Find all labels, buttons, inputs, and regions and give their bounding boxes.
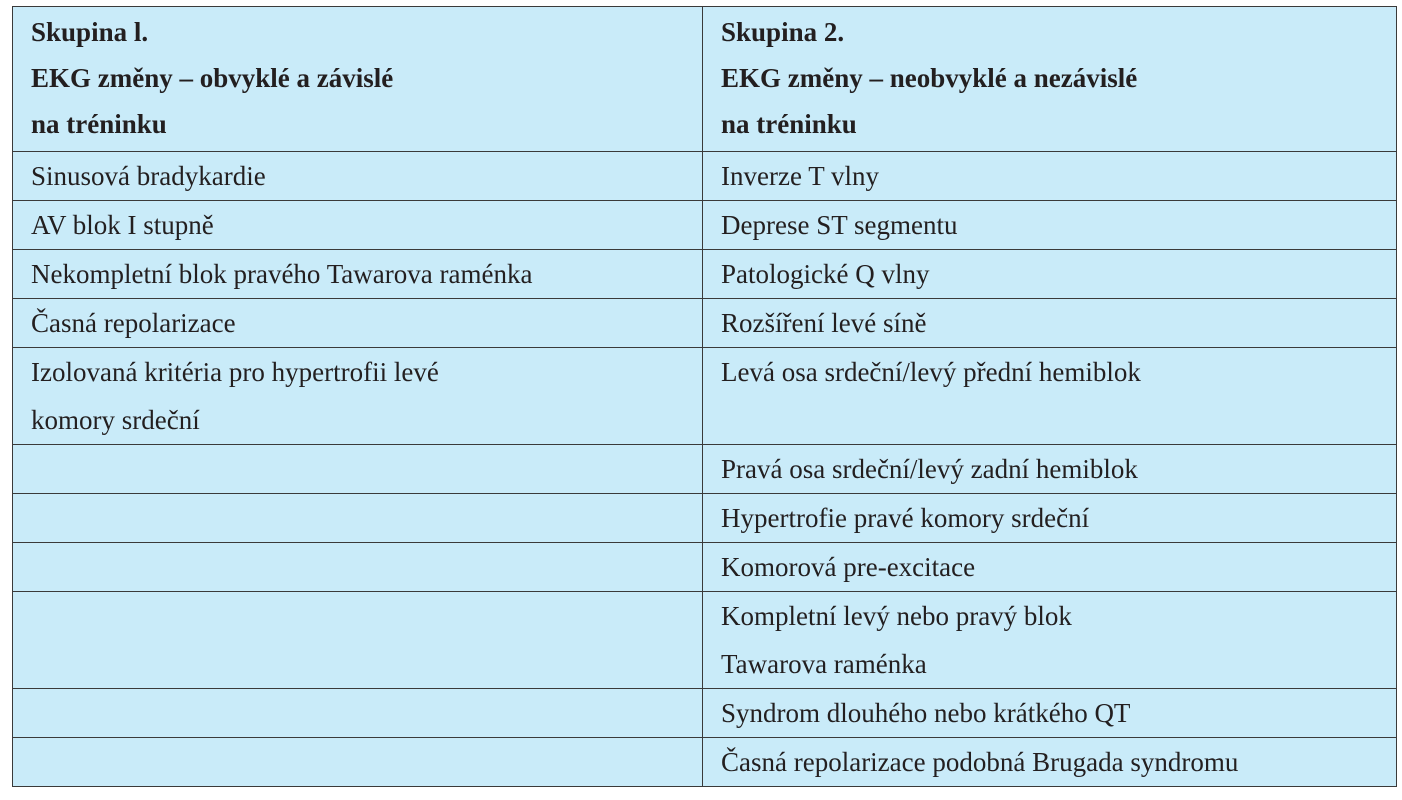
group1-cell	[13, 348, 703, 445]
table-row	[13, 348, 1397, 445]
group2-header	[703, 7, 1397, 152]
group1-subtitle-line2: na tréninku	[31, 109, 167, 139]
table-row	[13, 543, 1397, 592]
group2-subtitle-line2: na tréninku	[721, 109, 857, 139]
cell-text: Inverze T vlny	[721, 161, 879, 191]
group2-cell	[703, 299, 1397, 348]
table-row	[13, 152, 1397, 201]
group1-cell-empty	[13, 689, 703, 738]
cell-text: Levá osa srdeční/levý přední hemiblok	[721, 357, 1141, 387]
cell-text: Nekompletní blok pravého Tawarova raménka	[31, 259, 533, 289]
group2-cell	[703, 543, 1397, 592]
cell-text: Kompletní levý nebo pravý blok	[721, 601, 1072, 631]
group1-subtitle-line1: EKG změny – obvyklé a závislé	[31, 63, 394, 93]
table-row	[13, 250, 1397, 299]
group1-cell	[13, 250, 703, 299]
table-header-row	[13, 7, 1397, 152]
group1-cell-empty	[13, 592, 703, 689]
cell-text: Hypertrofie pravé komory srdeční	[721, 503, 1090, 533]
cell-text: AV blok I stupně	[31, 210, 214, 240]
group1-title: Skupina l.	[31, 17, 149, 47]
ekg-changes-table	[12, 6, 1397, 787]
group1-cell-empty	[13, 543, 703, 592]
group2-cell	[703, 201, 1397, 250]
group2-cell	[703, 445, 1397, 494]
table-row	[13, 201, 1397, 250]
group2-cell	[703, 348, 1397, 445]
group1-header	[13, 7, 703, 152]
group2-cell	[703, 689, 1397, 738]
cell-text: Tawarova raménka	[721, 649, 927, 679]
cell-text: Časná repolarizace	[31, 308, 236, 338]
cell-text: Deprese ST segmentu	[721, 210, 958, 240]
group1-cell-empty	[13, 494, 703, 543]
cell-text: Sinusová bradykardie	[31, 161, 266, 191]
cell-text: Syndrom dlouhého nebo krátkého QT	[721, 698, 1131, 728]
group2-cell	[703, 494, 1397, 543]
group1-cell-empty	[13, 738, 703, 787]
cell-text: Patologické Q vlny	[721, 259, 930, 289]
group2-cell	[703, 250, 1397, 299]
table-row	[13, 592, 1397, 689]
table-row	[13, 738, 1397, 787]
group1-cell-empty	[13, 445, 703, 494]
group2-subtitle-line1: EKG změny – neobvyklé a nezávislé	[721, 63, 1138, 93]
group2-cell	[703, 592, 1397, 689]
group1-cell	[13, 201, 703, 250]
table-row	[13, 445, 1397, 494]
group2-title: Skupina 2.	[721, 17, 845, 47]
cell-text: Rozšíření levé síně	[721, 308, 927, 338]
cell-text: Izolovaná kritéria pro hypertrofii levé	[31, 357, 439, 387]
table-row	[13, 299, 1397, 348]
group1-cell	[13, 299, 703, 348]
table-row	[13, 494, 1397, 543]
group2-cell	[703, 152, 1397, 201]
group1-cell	[13, 152, 703, 201]
cell-text: Komorová pre-excitace	[721, 552, 976, 582]
cell-text: Časná repolarizace podobná Brugada syndromu	[721, 747, 1239, 777]
group2-cell	[703, 738, 1397, 787]
cell-text: komory srdeční	[31, 405, 200, 435]
table-row	[13, 689, 1397, 738]
cell-text: Pravá osa srdeční/levý zadní hemiblok	[721, 454, 1138, 484]
